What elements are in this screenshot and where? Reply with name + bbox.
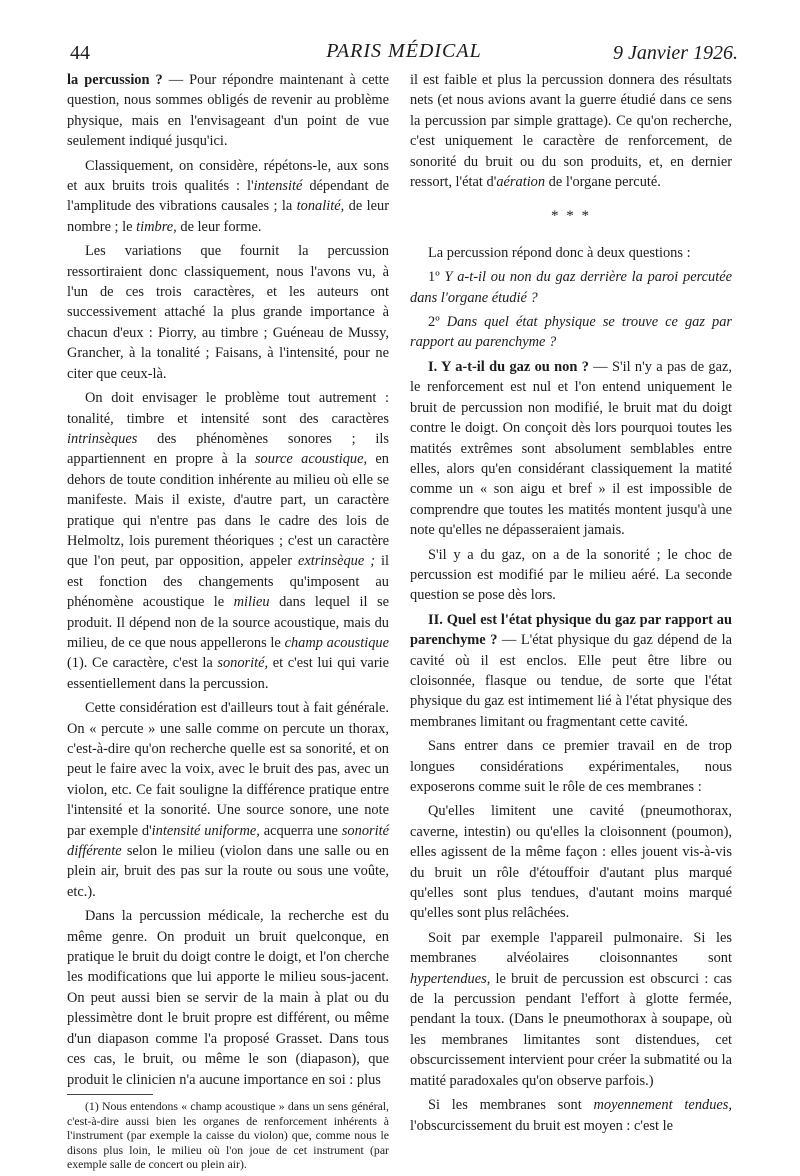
- footnote: (1) Nous entendons « champ acoustique » dans un sens général, c'est-à-dire aussi bien les organes de renforcement inhérents à l'instrument (par exemple la caisse du violon) que, comme nous le disons plus loin, le milieu où l'on joue de cet instrument (par exemple salle de concert ou plein air).: [67, 1098, 389, 1172]
- paragraph: Si les membranes sont moyennement tendues, l'obscurcissement du bruit est moyen : c'est le: [410, 1097, 732, 1134]
- issue-date: 9 Janvier 1926.: [613, 42, 738, 64]
- page-number: 44: [70, 42, 90, 64]
- right-column: [410, 70, 732, 1140]
- paragraph: la percussion ? — Pour répondre maintenant à cette question, nous sommes obligés de revenir au problème physique, mais en l'envisageant d'un point de vue seulement indiqué jusqu'ici.: [67, 72, 389, 150]
- paragraph: Sans entrer dans ce premier travail en de trop longues considérations expérimentales, nous exposerons comme suit le rôle de ces membranes :: [410, 738, 732, 795]
- paragraph: Cette considération est d'ailleurs tout à fait générale. On « percute » une salle comme on percute un thorax, c'est-à-dire qu'on recherche quelle est sa sonorité, et on peut le faire avec la voix, avec le bruit des pas, avec un violon, etc. Ce fait souligne la différence pratique entre l'intensité et la sonorité. Une source sonore, une note par exemple d'intensité uniforme, acquerra une sonorité différente selon le milieu (violon dans une salle ou en plein air, bruit des pas sur la route ou sous une voûte, etc.).: [67, 700, 389, 900]
- paragraph: Dans la percussion médicale, la recherche est du même genre. On produit un bruit quelconque, en pratique le bruit du doigt contre le doigt, et l'on cherche les modifications que lui apporte le milieu sous-jacent. On peut aussi bien se servir de la main à plat ou du plessimètre dont le bruit propre est différent, ou même d'un diapason comme l'a proposé Grasset. Dans tous ces cas, le bruit, ou même le son (diapason), que produit le clinicien n'a aucune importance en soi : plus: [67, 908, 389, 1088]
- paragraph: Les variations que fournit la percussion ressortiraient donc classiquement, nous l'avons vu, à l'un de ces trois caractères, et les auteurs ont successivement attaché la plus grande importance à chacun d'eux : Piorry, au timbre ; Guéneau de Mussy, Grancher, à la tonalité ; Faisans, à l'intensité, pour ne citer que ceux-là.: [67, 243, 389, 382]
- question-2: 2º Dans quel état physique se trouve ce gaz par rapport au parenchyme ?: [410, 314, 732, 351]
- paragraph: La percussion répond donc à deux questions :: [428, 244, 691, 261]
- running-head: [70, 40, 738, 68]
- paragraph: Qu'elles limitent une cavité (pneumothorax, caverne, intestin) ou qu'elles la cloisonnent (poumon), elles agissent de la même façon : elles jouent vis-à-vis du bruit un rôle d'étouffoir d'autant plus marqué qu'elles sont plus tendues, d'autant moins marqué qu'elles sont plus relâchées.: [410, 803, 732, 922]
- left-column: [67, 70, 389, 1176]
- section-heading: I. Y a-t-il du gaz ou non ?: [428, 358, 589, 375]
- subheading: la percussion ?: [67, 72, 163, 88]
- asterism: * * *: [551, 208, 591, 225]
- paragraph: il est faible et plus la percussion donnera des résultats nets (et nous avions avant la guerre étudié dans ce sens la percussion par simple grattage). Ce qu'on recherche, c'est uniquement le caractère de renforcement, de sonorité du bruit ou du son produits, et, en dernier ressort, l'état d'aération de l'organe percuté.: [410, 72, 732, 191]
- footnote-divider: [67, 1094, 153, 1095]
- paragraph: I. Y a-t-il du gaz ou non ? — S'il n'y a pas de gaz, le renforcement est nul et l'on entend uniquement le bruit de percussion non modifié, le bruit mat du doigt contre le doigt. On conçoit dès lors pourquoi toutes les matités extrêmes sont absolument semblables entre elles, alors qu'en considérant classiquement la matité comme un « son aigu et bref » il est impossible de comprendre que toutes les matités montent jusqu'à une note qu'elles ne dépasseraient jamais.: [410, 358, 732, 539]
- paragraph: S'il y a du gaz, on a de la sonorité ; le choc de percussion est modifié par le milieu aéré. La seconde question se pose dès lors.: [410, 546, 732, 604]
- paragraph: Soit par exemple l'appareil pulmonaire. Si les membranes alvéolaires cloisonnantes sont hypertendues, le bruit de percussion est obscurci : cas de la percussion pendant l'effort à glotte fermée, pendant la toux. (Dans le pneumothorax à soupape, où les membranes limitantes sont distendues, cet obscurcissement intervient pour créer la submatité ou la matité paradoxales qu'on observe parfois.): [410, 929, 732, 1089]
- journal-title: PARIS MÉDICAL: [326, 40, 482, 62]
- paragraph: On doit envisager le problème tout autrement : tonalité, timbre et intensité sont des caractères intrinsèques des phénomènes sonores ; ils appartiennent en propre à la source acoustique, en dehors de toute condition inhérente au milieu où elle se manifeste. Mais il existe, d'autre part, un caractère pratique qui n'entre pas dans le cadre des lois de Helmoltz, lois purement théoriques ; c'est un caractère que l'on peut, par opposition, appeler extrinsèque ; il est fonction des changements qu'imposent au phénomène acoustique le milieu dans lequel il se produit. Il dépend non de la source acoustique, mais du milieu, de ce que nous appellerons le champ acoustique (1). Ce caractère, c'est la sonorité, et c'est lui qui varie essentiellement dans la percussion.: [67, 390, 390, 692]
- paragraph: II. Quel est l'état physique du gaz par rapport au parenchyme ? — L'état physique du gaz dépend de la cavité où il est enclos. Elle peut être libre ou cloisonnée, flasque ou tendue, de sorte que l'état physique du gaz est intimement lié à l'état physique des membranes limitant ou fragmentant cette cavité.: [410, 611, 732, 730]
- section-heading: II. Quel est l'état physique du gaz par rapport au parenchyme ?: [410, 611, 732, 649]
- paragraph: Classiquement, on considère, répétons-le, aux sons et aux bruits trois qualités : l'intensité dépendant de l'amplitude des vibrations causales ; la tonalité, de leur nombre ; le timbre, de leur forme.: [67, 157, 390, 235]
- question-1: 1º Y a-t-il ou non du gaz derrière la paroi percutée dans l'organe étudié ?: [410, 269, 732, 306]
